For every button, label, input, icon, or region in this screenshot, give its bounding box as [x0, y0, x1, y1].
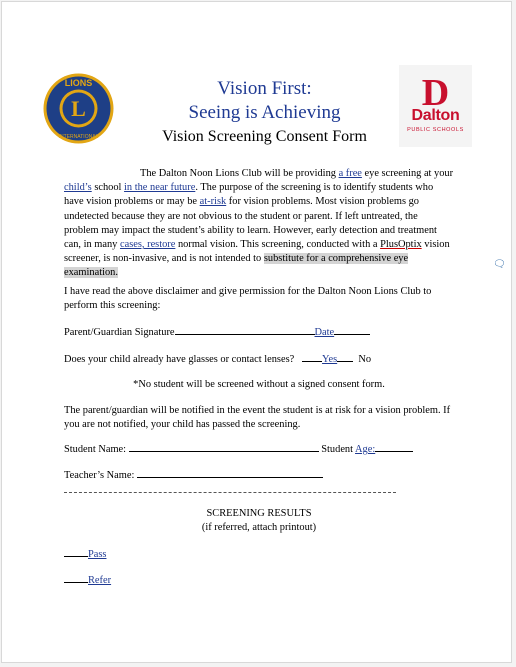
pass-line: Pass	[64, 547, 106, 562]
title-line-2: Seeing is Achieving	[188, 102, 341, 123]
lions-club-logo	[42, 72, 115, 145]
results-title: SCREENING RESULTS	[206, 508, 312, 519]
lions-logo-top-text: LIONS	[64, 78, 93, 88]
title-line-1: Vision First:	[217, 78, 312, 99]
form-title: Vision Screening Consent Form	[162, 128, 367, 145]
signature-line: Parent/Guardian Signature Date	[64, 325, 370, 340]
divider	[64, 492, 396, 493]
consent-note: *No student will be screened without a signed consent form.	[133, 379, 385, 390]
glasses-question: Does your child already have glasses or contact lenses? Yes No	[64, 354, 372, 365]
dalton-logo-sub: PUBLIC SCHOOLS	[407, 127, 464, 133]
refer-line: Refer	[64, 573, 111, 588]
teacher-line: Teacher’s Name:	[64, 468, 323, 483]
dalton-logo-letter: D	[421, 72, 450, 110]
dalton-logo-name: Dalton	[411, 107, 460, 124]
document-page	[1, 1, 512, 663]
dalton-schools-logo	[399, 65, 472, 147]
lions-logo-bottom-text: INTERNATIONAL	[58, 134, 99, 140]
student-line: Student Name: Student Age:	[64, 442, 413, 457]
intro-paragraph: The Dalton Noon Lions Club will be providing a free eye screening at your child’s school in the near future. The purpose of the screening is to identify students who have vision problems or may be at-risk for vision problems. Most vision problems go undetected because they are not obvious to the student or parent. If left untreated, the problem may impact the student’s ability to learn. However, early detection and treatment can, in many cases, restore normal vision. This screening, conducted with a PlusOptix vision screener, is non-invasive, and is not intended to substitute for a comprehensive eye examination.	[64, 168, 454, 279]
results-subtitle: (if referred, attach printout)	[201, 522, 317, 533]
comment-icon[interactable]: 🗨	[493, 259, 506, 270]
lions-logo-letter: L	[71, 96, 86, 121]
notify-paragraph: The parent/guardian will be notified in the event the student is at risk for a vision problem. If you are not notified, your child has passed the screening.	[64, 405, 451, 431]
permission-paragraph: I have read the above disclaimer and give permission for the Dalton Noon Lions Club to perform this screening:	[64, 286, 432, 312]
